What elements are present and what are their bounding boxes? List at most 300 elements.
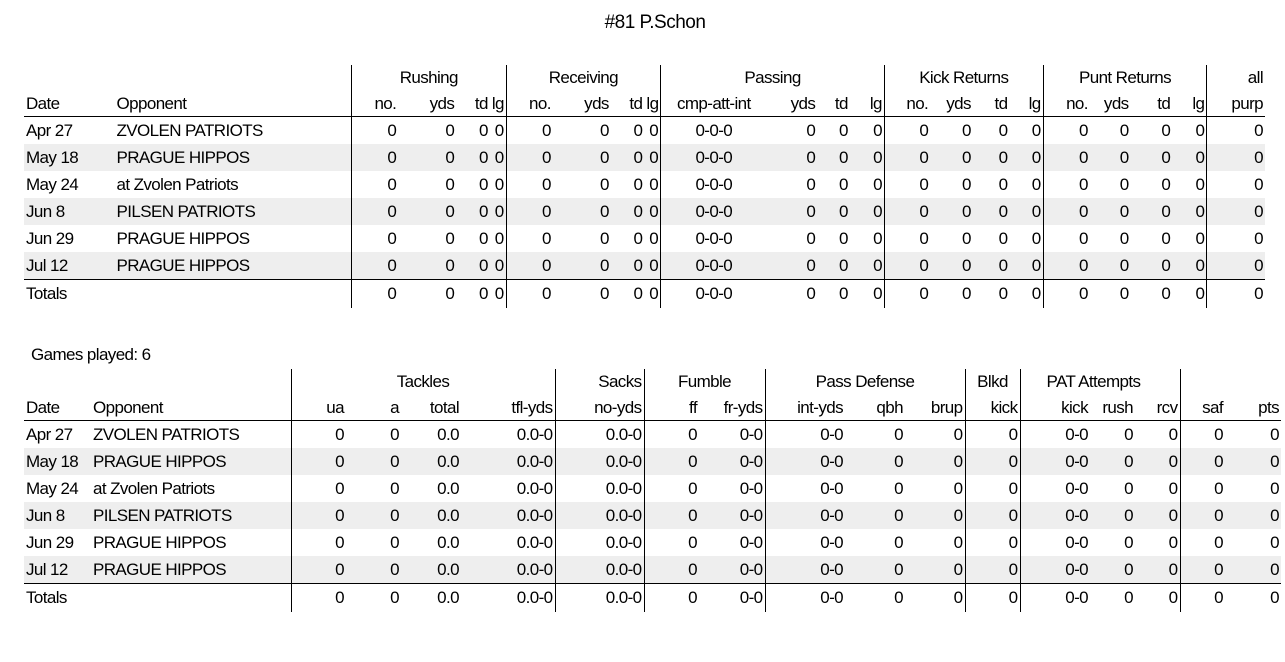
cell: 0 xyxy=(1010,198,1044,225)
offense-stats-table xyxy=(24,65,1265,308)
cell: 0.0 xyxy=(401,502,461,529)
cell: 0.0 xyxy=(401,584,461,613)
cell: 0 xyxy=(1207,225,1265,252)
cell: 0-0 xyxy=(765,475,845,502)
cell: PRAGUE HIPPOS xyxy=(91,448,291,475)
cell: 0-0 xyxy=(739,479,763,498)
cell: 0 xyxy=(884,171,930,198)
cell: 0 xyxy=(553,144,611,171)
table-row xyxy=(24,421,1281,449)
column-header: yds xyxy=(766,91,817,117)
cell: 0 xyxy=(962,229,971,248)
column-header: cmp-att-int xyxy=(661,91,767,117)
column-header: ua xyxy=(291,395,346,421)
cell: 0 xyxy=(1161,175,1171,194)
cell: 0 xyxy=(506,225,553,252)
cell: 0 xyxy=(611,144,645,171)
cell: 0-0-0 xyxy=(661,144,767,171)
cell: 0 xyxy=(649,175,659,194)
table-row xyxy=(24,117,1265,145)
table-row xyxy=(24,252,1265,280)
cell: 0 xyxy=(965,475,1020,502)
cell: 0.0-0 xyxy=(516,479,553,498)
cell: 0 xyxy=(1180,448,1225,475)
cell: 0 xyxy=(905,584,965,613)
cell: Jul 12 xyxy=(24,252,115,280)
cell: 0 xyxy=(1225,448,1281,475)
column-header: yds xyxy=(398,91,456,117)
cell: 0 xyxy=(494,229,504,248)
cell: 0-0-0 xyxy=(661,280,767,309)
cell: 0 xyxy=(817,280,850,309)
group-all: all xyxy=(1207,65,1265,91)
column-header: qbh xyxy=(845,395,905,421)
cell: 0 xyxy=(873,229,882,248)
cell: 0 xyxy=(884,280,930,309)
cell: 0 xyxy=(838,121,848,140)
column-header: total xyxy=(401,395,461,421)
column-header: no. xyxy=(506,91,553,117)
column-header: yds xyxy=(930,91,973,117)
cell: 0 xyxy=(1180,502,1225,529)
cell: 0 xyxy=(1043,252,1090,280)
cell: 0 xyxy=(973,144,1010,171)
cell: 0 xyxy=(490,252,506,280)
group-receiving: Receiving xyxy=(506,65,661,91)
cell: 0 xyxy=(346,502,401,529)
cell: 0.0-0 xyxy=(555,556,644,584)
cell: 0 xyxy=(953,425,963,444)
cell: PRAGUE HIPPOS xyxy=(116,229,250,248)
cell: 0 xyxy=(884,117,930,145)
table-row xyxy=(24,502,1281,529)
cell: 0.0-0 xyxy=(516,533,553,552)
cell: 0 xyxy=(445,229,455,248)
cell: 0 xyxy=(456,252,490,280)
cell: 0 xyxy=(1090,556,1135,584)
cell: 0 xyxy=(506,171,553,198)
cell: 0 xyxy=(894,479,903,498)
cell: 0 xyxy=(1131,252,1173,280)
cell: 0 xyxy=(599,229,609,248)
cell: 0 xyxy=(1207,171,1265,198)
cell: 0 xyxy=(1090,584,1135,613)
cell: 0 xyxy=(884,198,930,225)
offense-totals-row xyxy=(24,280,1265,309)
column-header: a xyxy=(346,395,401,421)
cell: 0 xyxy=(1135,556,1180,584)
cell: 0 xyxy=(845,556,905,584)
cell: 0.0-0 xyxy=(555,529,644,556)
cell: 0-0-0 xyxy=(661,198,767,225)
cell: 0 xyxy=(873,175,882,194)
games-played: Games played: 6 xyxy=(31,345,151,364)
group-pass-defense: Pass Defense xyxy=(765,369,965,395)
column-header: rcv xyxy=(1135,395,1180,421)
column-header: td xyxy=(1131,91,1173,117)
cell: Jun 29 xyxy=(26,229,74,248)
cell: 0 xyxy=(506,117,553,145)
cell: 0 xyxy=(965,584,1020,613)
column-header: fr-yds xyxy=(699,395,765,421)
cell: 0-0 xyxy=(699,448,765,475)
cell: 0 xyxy=(965,421,1020,449)
cell: 0 xyxy=(1043,198,1090,225)
cell: 0 xyxy=(1090,280,1131,309)
cell: 0-0 xyxy=(739,425,763,444)
cell: 0 xyxy=(644,144,660,171)
cell: 0 xyxy=(930,144,973,171)
cell: 0 xyxy=(1207,252,1265,280)
group-rushing: Rushing xyxy=(352,65,507,91)
cell: 0 xyxy=(873,121,882,140)
column-header: kick xyxy=(965,395,1020,421)
cell: 0 xyxy=(1043,144,1090,171)
cell: 0 xyxy=(973,280,1010,309)
cell: 0.0 xyxy=(437,533,459,552)
cell: 0 xyxy=(506,198,553,225)
cell: 0 xyxy=(845,448,905,475)
cell: 0 xyxy=(506,144,553,171)
defense-stats-table xyxy=(24,369,1281,612)
cell: 0 xyxy=(838,175,848,194)
cell: 0 xyxy=(1131,198,1173,225)
cell: 0 xyxy=(1090,252,1131,280)
cell: 0.0-0 xyxy=(555,448,644,475)
cell: 0 xyxy=(1195,121,1205,140)
cell: 0 xyxy=(644,475,699,502)
cell: 0 xyxy=(1124,533,1133,552)
cell: 0 xyxy=(766,280,817,309)
table-row xyxy=(24,556,1281,584)
cell: 0 xyxy=(806,175,816,194)
cell: 0 xyxy=(553,280,611,309)
cell: 0 xyxy=(1172,198,1207,225)
cell: 0 xyxy=(506,252,553,280)
group-kick-returns: Kick Returns xyxy=(884,65,1043,91)
cell: Jun 8 xyxy=(24,502,91,529)
cell: 0 xyxy=(478,121,488,140)
cell: 0 xyxy=(1161,121,1171,140)
cell: 0 xyxy=(478,175,488,194)
cell: 0-0-0 xyxy=(661,225,767,252)
group-tackles: Tackles xyxy=(291,369,555,395)
cell: 0 xyxy=(352,252,399,280)
column-header: tfl-yds xyxy=(461,395,555,421)
cell: 0 xyxy=(1043,117,1090,145)
cell: 0 xyxy=(1225,556,1281,584)
table-row xyxy=(24,475,1281,502)
cell: 0-0 xyxy=(739,533,763,552)
cell: 0 xyxy=(445,121,455,140)
cell: 0 xyxy=(998,121,1008,140)
cell: 0 xyxy=(884,225,930,252)
column-header: lg xyxy=(1010,91,1044,117)
cell: 0 xyxy=(352,171,399,198)
column-header: td xyxy=(611,91,645,117)
offense-column-header-row xyxy=(24,91,1265,117)
cell: 0 xyxy=(817,144,850,171)
cell: 0 xyxy=(905,448,965,475)
table-row xyxy=(24,529,1281,556)
cell: 0 xyxy=(352,280,399,309)
cell: ZVOLEN PATRIOTS xyxy=(93,425,240,444)
cell: 0 xyxy=(1124,425,1133,444)
cell: 0 xyxy=(599,121,609,140)
group-passing: Passing xyxy=(661,65,885,91)
cell: 0 xyxy=(291,584,346,613)
cell: 0-0 xyxy=(765,556,845,584)
cell: 0 xyxy=(553,252,611,280)
cell: 0-0 xyxy=(765,448,845,475)
cell: 0 xyxy=(390,533,399,552)
cell: 0 xyxy=(1090,448,1135,475)
column-header: no-yds xyxy=(555,395,644,421)
cell: 0 xyxy=(644,584,699,613)
cell: 0 xyxy=(346,448,401,475)
cell: 0 xyxy=(644,448,699,475)
cell: Jun 29 xyxy=(26,533,74,552)
cell: 0 xyxy=(1172,280,1207,309)
cell: 0 xyxy=(390,479,399,498)
cell: 0 xyxy=(644,556,699,584)
cell: 0 xyxy=(1180,529,1225,556)
cell: 0 xyxy=(1195,175,1205,194)
cell: 0 xyxy=(611,252,645,280)
cell: 0 xyxy=(1172,144,1207,171)
cell: 0 xyxy=(633,229,643,248)
cell: 0-0 xyxy=(1020,556,1090,584)
column-header: td xyxy=(973,91,1010,117)
cell: 0 xyxy=(973,198,1010,225)
cell: 0 xyxy=(1043,280,1090,309)
column-header: lg xyxy=(1172,91,1207,117)
column-header: yds xyxy=(1090,91,1131,117)
cell xyxy=(115,280,352,309)
column-header: lg xyxy=(644,91,660,117)
defense-group-header-row xyxy=(24,369,1281,395)
table-row xyxy=(24,144,1265,171)
column-header: Date xyxy=(24,395,91,421)
table-row xyxy=(24,448,1281,475)
cell: 0 xyxy=(398,198,456,225)
column-header: kick xyxy=(1020,395,1090,421)
cell: Apr 27 xyxy=(26,121,73,140)
cell: 0.0-0 xyxy=(516,425,553,444)
table-row xyxy=(24,198,1265,225)
cell: 0 xyxy=(930,198,973,225)
cell: 0 xyxy=(1010,144,1044,171)
cell: 0 xyxy=(1010,280,1044,309)
cell: 0 xyxy=(352,144,399,171)
defense-column-header-row xyxy=(24,395,1281,421)
cell: 0-0 xyxy=(1020,502,1090,529)
cell: ZVOLEN PATRIOTS xyxy=(116,121,263,140)
table-row xyxy=(24,171,1265,198)
cell: 0 xyxy=(1207,198,1265,225)
cell: 0 xyxy=(611,280,645,309)
cell: 0 xyxy=(1207,280,1265,309)
cell: 0 xyxy=(998,175,1008,194)
cell: 0 xyxy=(398,252,456,280)
cell: 0 xyxy=(346,584,401,613)
cell: 0 xyxy=(1031,175,1041,194)
cell: 0 xyxy=(1180,584,1225,613)
cell: 0 xyxy=(1131,144,1173,171)
cell: Jul 12 xyxy=(24,556,91,584)
cell: 0-0 xyxy=(765,584,845,613)
cell: 0.0-0 xyxy=(555,584,644,613)
cell: at Zvolen Patriots xyxy=(93,479,215,498)
column-header: rush xyxy=(1090,395,1135,421)
cell: 0 xyxy=(398,144,456,171)
cell: 0 xyxy=(973,252,1010,280)
cell: 0 xyxy=(965,448,1020,475)
cell: 0 xyxy=(884,252,930,280)
cell: 0 xyxy=(905,502,965,529)
cell: 0 xyxy=(1180,475,1225,502)
cell: 0 xyxy=(633,121,643,140)
column-header: Opponent xyxy=(91,395,291,421)
cell: 0 xyxy=(766,144,817,171)
column-header: saf xyxy=(1180,395,1225,421)
cell: PILSEN PATRIOTS xyxy=(91,502,291,529)
cell: 0 xyxy=(930,280,973,309)
cell: 0.0 xyxy=(437,425,459,444)
cell: 0 xyxy=(965,502,1020,529)
cell: 0.0 xyxy=(437,479,459,498)
cell: 0 xyxy=(766,252,817,280)
cell: 0 xyxy=(1270,479,1279,498)
column-header: td xyxy=(817,91,850,117)
cell: 0 xyxy=(850,198,885,225)
cell: 0 xyxy=(390,425,399,444)
cell: 0 xyxy=(962,175,971,194)
cell: 0 xyxy=(953,533,963,552)
cell: 0 xyxy=(1124,479,1133,498)
cell: 0 xyxy=(965,556,1020,584)
group-pat-attempts: PAT Attempts xyxy=(1020,369,1180,395)
cell: 0 xyxy=(806,229,816,248)
cell: 0.0-0 xyxy=(555,475,644,502)
cell: 0 xyxy=(894,425,903,444)
cell: 0 xyxy=(1119,175,1129,194)
cell: 0 xyxy=(1090,198,1131,225)
cell: 0 xyxy=(346,556,401,584)
cell: 0 xyxy=(1225,502,1281,529)
cell: 0 xyxy=(1168,533,1178,552)
cell: 0 xyxy=(456,198,490,225)
column-header: lg xyxy=(850,91,885,117)
page-title: #81 P.Schon xyxy=(604,12,706,33)
cell: 0.0-0 xyxy=(461,448,555,475)
cell: PRAGUE HIPPOS xyxy=(93,533,226,552)
cell: 0 xyxy=(905,556,965,584)
cell: 0 xyxy=(506,280,553,309)
cell: 0 xyxy=(398,280,456,309)
cell: May 18 xyxy=(24,448,91,475)
cell: 0 xyxy=(291,421,346,449)
cell: 0 xyxy=(845,502,905,529)
cell: 0-0 xyxy=(765,502,845,529)
cell: 0-0-0 xyxy=(661,171,767,198)
cell: 0 xyxy=(644,502,699,529)
group-fumble: Fumble xyxy=(644,369,765,395)
cell: 0 xyxy=(1207,117,1265,145)
cell: 0 xyxy=(962,121,971,140)
cell: May 24 xyxy=(26,479,79,498)
cell: 0-0 xyxy=(1020,448,1090,475)
cell: 0 xyxy=(850,144,885,171)
cell: 0 xyxy=(1135,448,1180,475)
cell: 0 xyxy=(490,144,506,171)
cell: 0 xyxy=(291,475,346,502)
cell: 0 xyxy=(1172,252,1207,280)
cell: 0 xyxy=(998,229,1008,248)
cell: 0 xyxy=(1168,425,1178,444)
cell: 0 xyxy=(1119,121,1129,140)
cell: 0 xyxy=(1270,533,1279,552)
cell: 0 xyxy=(599,175,609,194)
column-header: td xyxy=(456,91,490,117)
cell: 0 xyxy=(838,229,848,248)
cell: May 24 xyxy=(26,175,79,194)
cell: 0 xyxy=(1043,171,1090,198)
cell: 0.0-0 xyxy=(461,556,555,584)
cell: 0-0 xyxy=(765,421,845,449)
cell: 0 xyxy=(894,533,903,552)
cell: 0 xyxy=(291,556,346,584)
cell: PRAGUE HIPPOS xyxy=(115,144,352,171)
cell: 0 xyxy=(817,198,850,225)
cell: 0 xyxy=(291,529,346,556)
cell: 0.0-0 xyxy=(555,502,644,529)
column-header: Opponent xyxy=(115,91,352,117)
cell: PRAGUE HIPPOS xyxy=(115,252,352,280)
cell: 0 xyxy=(1031,121,1041,140)
column-header: yds xyxy=(553,91,611,117)
cell: 0-0 xyxy=(699,584,765,613)
cell: 0 xyxy=(649,121,659,140)
cell: 0 xyxy=(644,421,699,449)
cell: 0-0 xyxy=(1020,421,1090,449)
cell: 0 xyxy=(1131,280,1173,309)
cell: 0 xyxy=(1180,421,1225,449)
cell: 0.0-0 xyxy=(555,421,644,449)
cell: 0-0 xyxy=(1020,529,1090,556)
cell: 0 xyxy=(490,280,506,309)
cell: 0 xyxy=(884,144,930,171)
cell: 0 xyxy=(649,229,659,248)
cell: 0 xyxy=(553,198,611,225)
cell: 0-0 xyxy=(699,502,765,529)
cell: 0 xyxy=(766,198,817,225)
cell: 0-0 xyxy=(1020,475,1090,502)
group-blkd: Blkd xyxy=(965,369,1020,395)
cell: 0.0-0 xyxy=(461,584,555,613)
column-header: Date xyxy=(24,91,115,117)
cell: 0 xyxy=(1195,229,1205,248)
cell: 0 xyxy=(494,121,504,140)
column-header: brup xyxy=(905,395,965,421)
cell: 0 xyxy=(1135,502,1180,529)
cell: 0 xyxy=(611,198,645,225)
cell: 0 xyxy=(845,584,905,613)
group-sacks: Sacks xyxy=(555,369,644,395)
cell: 0 xyxy=(1043,225,1090,252)
cell: 0 xyxy=(850,280,885,309)
cell: 0 xyxy=(1090,502,1135,529)
